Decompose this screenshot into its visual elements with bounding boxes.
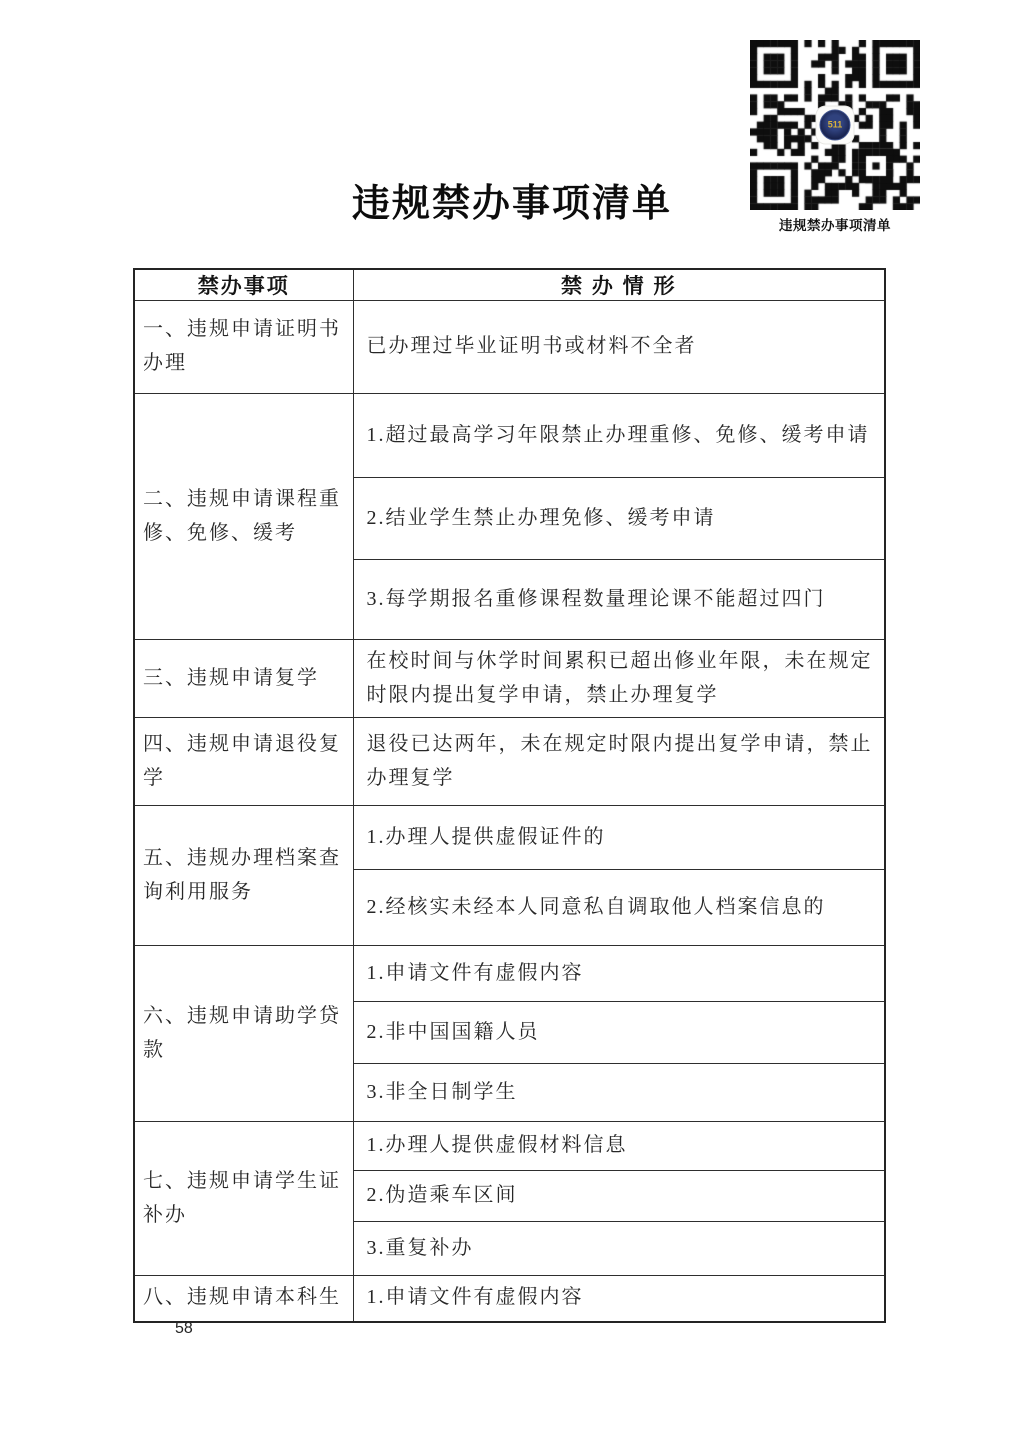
situation-cell: 1.申请文件有虚假内容: [353, 946, 885, 1002]
item-cell: 四、违规申请退役复学: [134, 718, 353, 806]
qr-caption: 违规禁办事项清单: [779, 218, 891, 233]
item-cell: 一、违规申请证明书办理: [134, 301, 353, 394]
table-row: [134, 806, 885, 870]
situation-cell: 2.经核实未经本人同意私自调取他人档案信息的: [353, 870, 885, 946]
situation-cell: 已办理过毕业证明书或材料不全者: [353, 301, 885, 394]
item-cell: 五、违规办理档案查询利用服务: [134, 806, 353, 946]
table-row: [134, 718, 885, 806]
seal-text: 511: [827, 119, 843, 130]
table-row: [134, 301, 885, 394]
table-row: [134, 1276, 885, 1322]
university-seal-icon: [820, 110, 851, 141]
prohibited-items-table: [133, 268, 886, 1323]
situation-cell: 2.伪造乘车区间: [353, 1171, 885, 1222]
item-cell: 三、违规申请复学: [134, 640, 353, 718]
item-cell: 六、违规申请助学贷款: [134, 946, 353, 1122]
table-row: [134, 1122, 885, 1171]
situation-cell: 3.每学期报名重修课程数量理论课不能超过四门: [353, 560, 885, 640]
qr-block: [750, 40, 920, 234]
situation-cell: 3.非全日制学生: [353, 1064, 885, 1122]
table-row: [134, 640, 885, 718]
situation-cell: 在校时间与休学时间累积已超出修业年限，未在规定时限内提出复学申请，禁止办理复学: [353, 640, 885, 718]
item-cell: 七、违规申请学生证补办: [134, 1122, 353, 1276]
column-header-item: 禁办事项: [134, 269, 353, 301]
situation-cell: 2.非中国国籍人员: [353, 1002, 885, 1064]
column-header-situation: 禁 办 情 形: [353, 269, 885, 301]
table-header-row: [134, 269, 885, 301]
qr-center-logo: [817, 107, 854, 144]
situation-cell: 1.超过最高学习年限禁止办理重修、免修、缓考申请: [353, 394, 885, 478]
situation-cell: 3.重复补办: [353, 1222, 885, 1276]
item-cell: 八、违规申请本科生: [134, 1276, 353, 1322]
situation-cell: 1.办理人提供虚假材料信息: [353, 1122, 885, 1171]
table-row: [134, 946, 885, 1002]
situation-cell: 退役已达两年，未在规定时限内提出复学申请，禁止办理复学: [353, 718, 885, 806]
situation-cell: 1.办理人提供虚假证件的: [353, 806, 885, 870]
page-number: 58: [175, 1320, 193, 1337]
qr-code: [750, 40, 920, 210]
page-title: 违规禁办事项清单: [351, 183, 672, 225]
item-cell: 二、违规申请课程重修、免修、缓考: [134, 394, 353, 640]
situation-cell: 2.结业学生禁止办理免修、缓考申请: [353, 478, 885, 560]
table-row: [134, 394, 885, 478]
situation-cell: 1.申请文件有虚假内容: [353, 1276, 885, 1322]
